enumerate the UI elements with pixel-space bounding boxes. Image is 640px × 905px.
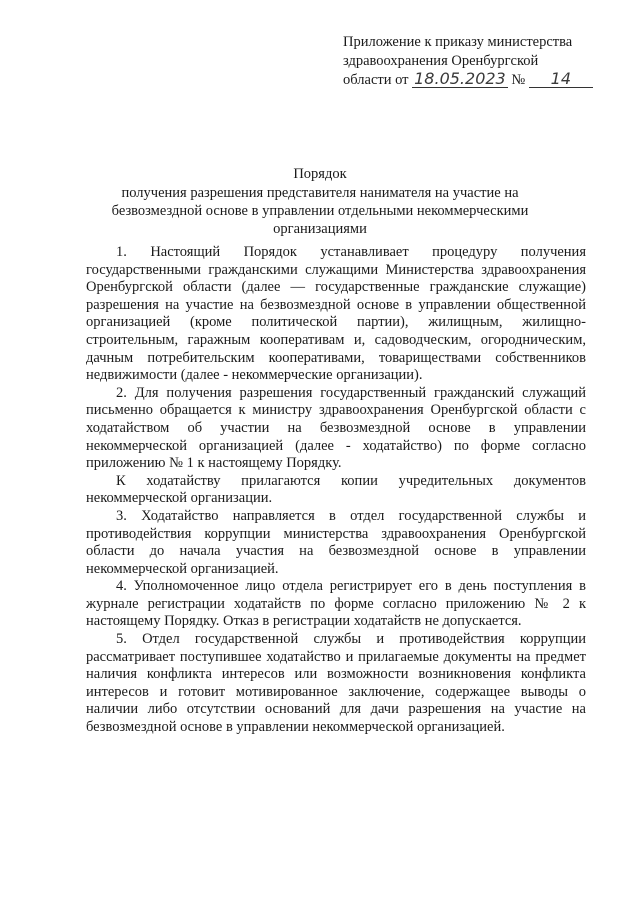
appendix-line-1: Приложение к приказу министерства — [343, 34, 573, 50]
paragraph-4: 4. Уполномоченное лицо отдела регистрирует его в день поступления в журнале регистрации ходатайств по форме согласно приложению № 2 к настоящему Порядку. Отказ в регистрации ходатайств не допускается. — [86, 578, 586, 630]
title-heading: Порядок — [293, 166, 347, 182]
paragraph-3: 3. Ходатайство направляется в отдел государственной службы и противодействия коррупции министерства здравоохранения Оренбургской области до начала участия на безвозмездной основе в управлении некоммерческой организацией. — [86, 507, 586, 577]
paragraph-1: 1. Настоящий Порядок устанавливает процедуру получения государственными гражданскими служащими Министерства здравоохранения Оренбургской области (далее — государственные гражданские служащие) разрешения на участие на безвозмездной основе в управлении общественной организацией (кроме политической партии), жилищным, жилищно-строительным, гаражным кооперативам и, садоводческим, огородническим, дачным потребительским кооперативами, товариществами собственников недвижимости (далее - некоммерческие организации). — [86, 244, 586, 384]
handwritten-number: 14 — [529, 71, 593, 88]
handwritten-date: 18.05.2023 — [414, 69, 506, 88]
paragraph-2: 2. Для получения разрешения государственный гражданский служащий письменно обращается к министру здравоохранения Оренбургской области с ходатайством об участии на безвозмездной основе в управлении некоммерческой организацией (далее - ходатайство) по форме согласно приложению № 1 к настоящему Порядку. — [86, 384, 586, 472]
document-body — [86, 244, 586, 737]
appendix-line-2: здравоохранения Оренбургской — [343, 53, 539, 69]
appendix-header — [343, 33, 603, 90]
appendix-line-3 — [343, 71, 603, 90]
paragraph-5: 5. Отдел государственной службы и противодействия коррупции рассматривает поступившее ходатайство и прилагаемые документы на предмет наличия конфликта интересов или возможности возникновения конфликта интересов и готовит мотивированное заключение, содержащее выводы о наличии либо отсутствии оснований для дачи разрешения на участие на безвозмездной основе в управлении некоммерческой организацией. — [86, 631, 586, 736]
appendix-date-prefix: области от — [343, 72, 409, 88]
document-title — [100, 165, 540, 238]
paragraph-2-addendum: К ходатайству прилагаются копии учредительных документов некоммерческой организации. — [86, 472, 586, 507]
number-label: № — [511, 72, 526, 88]
title-subtitle: получения разрешения представителя нанимателя на участие на безвозмездной основе в управлении отдельными некоммерческими организациями — [111, 185, 529, 237]
